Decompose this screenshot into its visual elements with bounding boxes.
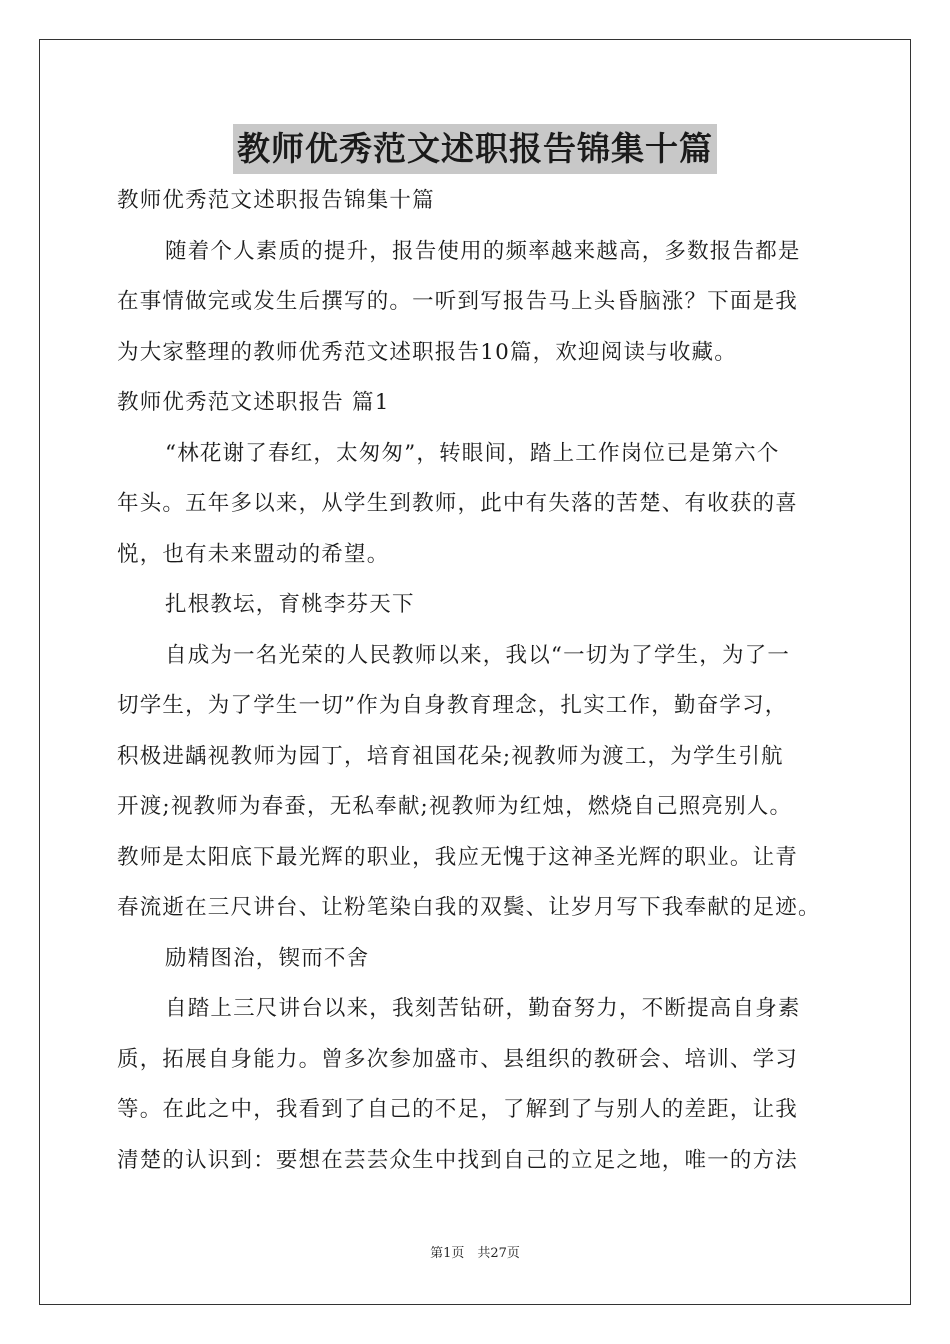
text-line: 年头。五年多以来，从学生到教师，此中有失落的苦楚、有收获的喜	[117, 491, 799, 516]
text-line: 教师优秀范文述职报告锦集十篇	[117, 188, 435, 213]
text-line: 为大家整理的教师优秀范文述职报告10篇，欢迎阅读与收藏。	[117, 339, 737, 365]
text-line: 等。在此之中，我看到了自己的不足，了解到了与别人的差距，让我	[117, 1097, 799, 1122]
text-line: 自成为一名光荣的人民教师以来，我以“一切为了学生，为了一	[165, 642, 791, 668]
page-footer: 第1页 共27页	[430, 1246, 520, 1261]
text-line: “林花谢了春红，太匆匆”，转眼间，踏上工作岗位已是第六个	[165, 440, 780, 466]
text-line: 开渡;视教师为春蚕，无私奉献;视教师为红烛，燃烧自己照亮别人。	[117, 794, 793, 819]
text-line: 质，拓展自身能力。曾多次参加盛市、县组织的教研会、培训、学习	[117, 1046, 799, 1072]
text-line: 切学生，为了学生一切”作为自身教育理念，扎实工作，勤奋学习，	[117, 693, 788, 718]
title-container	[0, 124, 950, 174]
text-line: 励精图治，锲而不舍	[165, 945, 370, 971]
text-line: 春流逝在三尺讲台、让粉笔染白我的双鬓、让岁月写下我奉献的足迹。	[117, 895, 821, 920]
text-line: 教师优秀范文述职报告 篇1	[117, 390, 390, 415]
text-line: 随着个人素质的提升，报告使用的频率越来越高，多数报告都是	[165, 238, 801, 264]
text-line: 自踏上三尺讲台以来，我刻苦钻研，勤奋努力，不断提高自身素	[165, 996, 801, 1021]
text-line: 悦，也有未来盟动的希望。	[117, 541, 390, 567]
document-title: 教师优秀范文述职报告锦集十篇	[233, 124, 717, 174]
document-body	[117, 176, 837, 1186]
text-line: 扎根教坛，育桃李芬天下	[165, 592, 415, 617]
text-line: 清楚的认识到：要想在芸芸众生中找到自己的立足之地，唯一的方法	[117, 1147, 799, 1173]
text-line: 在事情做完或发生后撰写的。一听到写报告马上头昏脑涨？下面是我	[117, 289, 799, 314]
text-line: 积极进龋视教师为园丁，培育祖国花朵;视教师为渡工，为学生引航	[117, 743, 784, 769]
text-line: 教师是太阳底下最光辉的职业，我应无愧于这神圣光辉的职业。让青	[117, 844, 799, 870]
